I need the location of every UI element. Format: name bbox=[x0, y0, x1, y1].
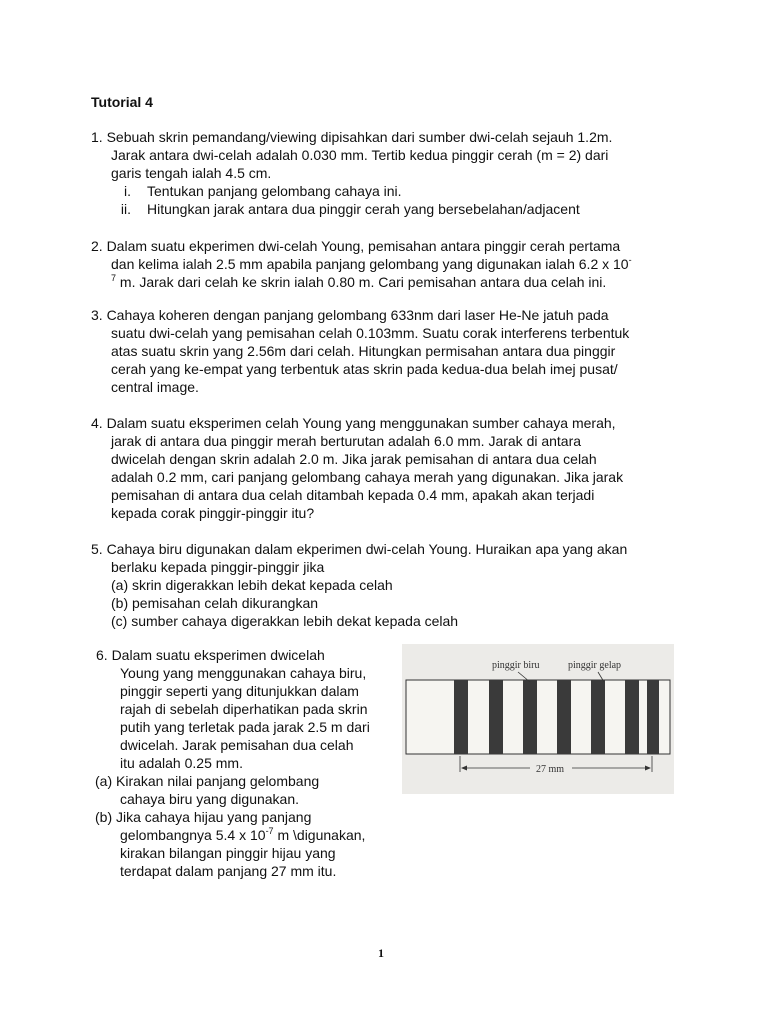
q6-part-b-line-1: (b) Jika cahaya hijau yang panjang bbox=[95, 809, 312, 825]
dark-fringe bbox=[454, 680, 468, 754]
fringe-figure bbox=[402, 644, 674, 794]
q6-line-5: putih yang terletak pada jarak 2.5 m dari bbox=[120, 719, 370, 735]
q4-line-6: kepada corak pinggir-pinggir itu? bbox=[111, 505, 315, 521]
dark-fringe bbox=[625, 680, 639, 754]
q6-line-3: pinggir seperti yang ditunjukkan dalam bbox=[120, 683, 359, 699]
q5-sub-a: (a) skrin digerakkan lebih dekat kepada celah bbox=[111, 577, 393, 593]
question-1 bbox=[91, 128, 691, 218]
dark-fringe bbox=[647, 680, 659, 754]
q2-line-2 bbox=[91, 255, 691, 273]
q1-line-3: garis tengah ialah 4.5 cm. bbox=[111, 165, 272, 181]
q3-line-1: 3. Cahaya koheren dengan panjang gelombang 633nm dari laser He-Ne jatuh pada bbox=[91, 307, 609, 323]
dark-fringe bbox=[523, 680, 537, 754]
q5-sub-b: (b) pemisahan celah dikurangkan bbox=[111, 595, 319, 611]
q4-line-1: 4. Dalam suatu eksperimen celah Young yang menggunakan sumber cahaya merah, bbox=[91, 415, 616, 431]
q5-line-1: 5. Cahaya biru digunakan dalam ekperimen dwi-celah Young. Huraikan apa yang akan bbox=[91, 541, 628, 557]
q1-sub-ii-num: ii. bbox=[120, 201, 131, 217]
dark-fringe bbox=[489, 680, 503, 754]
page-number: 1 bbox=[378, 946, 384, 960]
arrowhead-right bbox=[645, 766, 651, 771]
q4-line-4: adalah 0.2 mm, cari panjang gelombang cahaya merah yang digunakan. Jika jarak bbox=[111, 469, 624, 485]
q1-sub-ii-text: Hitungkan jarak antara dua pinggir cerah yang bersebelahan/adjacent bbox=[147, 201, 580, 217]
q2-line-2-sup: - bbox=[628, 255, 632, 265]
q2-line-3-text: m. Jarak dari celah ke skrin ialah 0.80 m. Cari pemisahan antara dua celah ini. bbox=[116, 274, 607, 290]
q6-line-4: rajah di sebelah diperhatikan pada skrin bbox=[120, 701, 368, 717]
q2-line-1: 2. Dalam suatu ekperimen dwi-celah Young, pemisahan antara pinggir cerah pertama bbox=[91, 238, 621, 254]
question-4 bbox=[91, 414, 691, 522]
arrowhead-left bbox=[461, 766, 467, 771]
q6-part-a-line-1: (a) Kirakan nilai panjang gelombang bbox=[95, 773, 320, 789]
q6-part-b-line-3: kirakan bilangan pinggir hijau yang bbox=[120, 845, 336, 861]
question-3 bbox=[91, 306, 691, 396]
q6-part-b-line-4: terdapat dalam panjang 27 mm itu. bbox=[120, 863, 337, 879]
q6-line-7: itu adalah 0.25 mm. bbox=[120, 755, 243, 771]
q6-part-b-exponent: -7 bbox=[265, 826, 274, 836]
q1-sub-i-num: i. bbox=[124, 183, 131, 199]
q1-sub-ii bbox=[91, 200, 691, 218]
q5-line-2: berlaku kepada pinggir-pinggir jika bbox=[111, 559, 325, 575]
label-dark-fringe: pinggir gelap bbox=[568, 660, 622, 671]
q6-part-b-line-2-pre: gelombangnya 5.4 x 10 bbox=[120, 827, 266, 843]
fringe-diagram bbox=[402, 644, 674, 794]
q1-sub-i-text: Tentukan panjang gelombang cahaya ini. bbox=[147, 183, 402, 199]
q3-line-3: atas suatu skrin yang 2.56m dari celah. Hitungkan permisahan antara dua pinggir bbox=[111, 343, 616, 359]
q6-line-1: 6. Dalam suatu eksperimen dwicelah bbox=[96, 647, 325, 663]
q3-line-4: cerah yang ke-empat yang terbentuk atas skrin pada kedua-dua belah imej pusat/ bbox=[111, 361, 618, 377]
q4-line-3: dwicelah dengan skrin adalah 2.0 m. Jika jarak pemisahan di antara dua celah bbox=[111, 451, 597, 467]
question-6 bbox=[96, 646, 396, 880]
page-title: Tutorial 4 bbox=[91, 94, 153, 110]
q6-line-6: dwicelah. Jarak pemisahan dua celah bbox=[120, 737, 354, 753]
q4-line-5: pemisahan di antara dua celah ditambah kepada 0.4 mm, apakah akan terjadi bbox=[111, 487, 595, 503]
dark-fringe bbox=[591, 680, 605, 754]
q2-line-3 bbox=[91, 273, 691, 291]
q1-line-1: 1. Sebuah skrin pemandang/viewing dipisahkan dari sumber dwi-celah sejauh 1.2m. bbox=[91, 129, 613, 145]
q1-sub-i bbox=[91, 182, 691, 200]
question-5 bbox=[91, 540, 691, 630]
question-2 bbox=[91, 237, 691, 291]
q2-line-3-sup: 7 bbox=[111, 273, 117, 283]
q4-line-2: jarak di antara dua pinggir merah berturutan adalah 6.0 mm. Jarak di antara bbox=[111, 433, 582, 449]
label-27mm: 27 mm bbox=[536, 764, 565, 775]
q6-part-b-line-2-post: m \digunakan, bbox=[273, 827, 366, 843]
label-blue-fringe: pinggir biru bbox=[492, 660, 540, 671]
q6-part-a-line-2: cahaya biru yang digunakan. bbox=[120, 791, 300, 807]
q1-line-2: Jarak antara dwi-celah adalah 0.030 mm. Tertib kedua pinggir cerah (m = 2) dari bbox=[111, 147, 609, 163]
q6-part-b-line-2 bbox=[96, 826, 396, 844]
q6-line-2: Young yang menggunakan cahaya biru, bbox=[120, 665, 367, 681]
q3-line-5: central image. bbox=[111, 379, 199, 395]
q3-line-2: suatu dwi-celah yang pemisahan celah 0.103mm. Suatu corak interferens terbentuk bbox=[111, 325, 630, 341]
q5-sub-c: (c) sumber cahaya digerakkan lebih dekat kepada celah bbox=[111, 613, 459, 629]
q2-line-2-text: dan kelima ialah 2.5 mm apabila panjang gelombang yang digunakan ialah 6.2 x 10 bbox=[111, 256, 629, 272]
dark-fringe bbox=[557, 680, 571, 754]
